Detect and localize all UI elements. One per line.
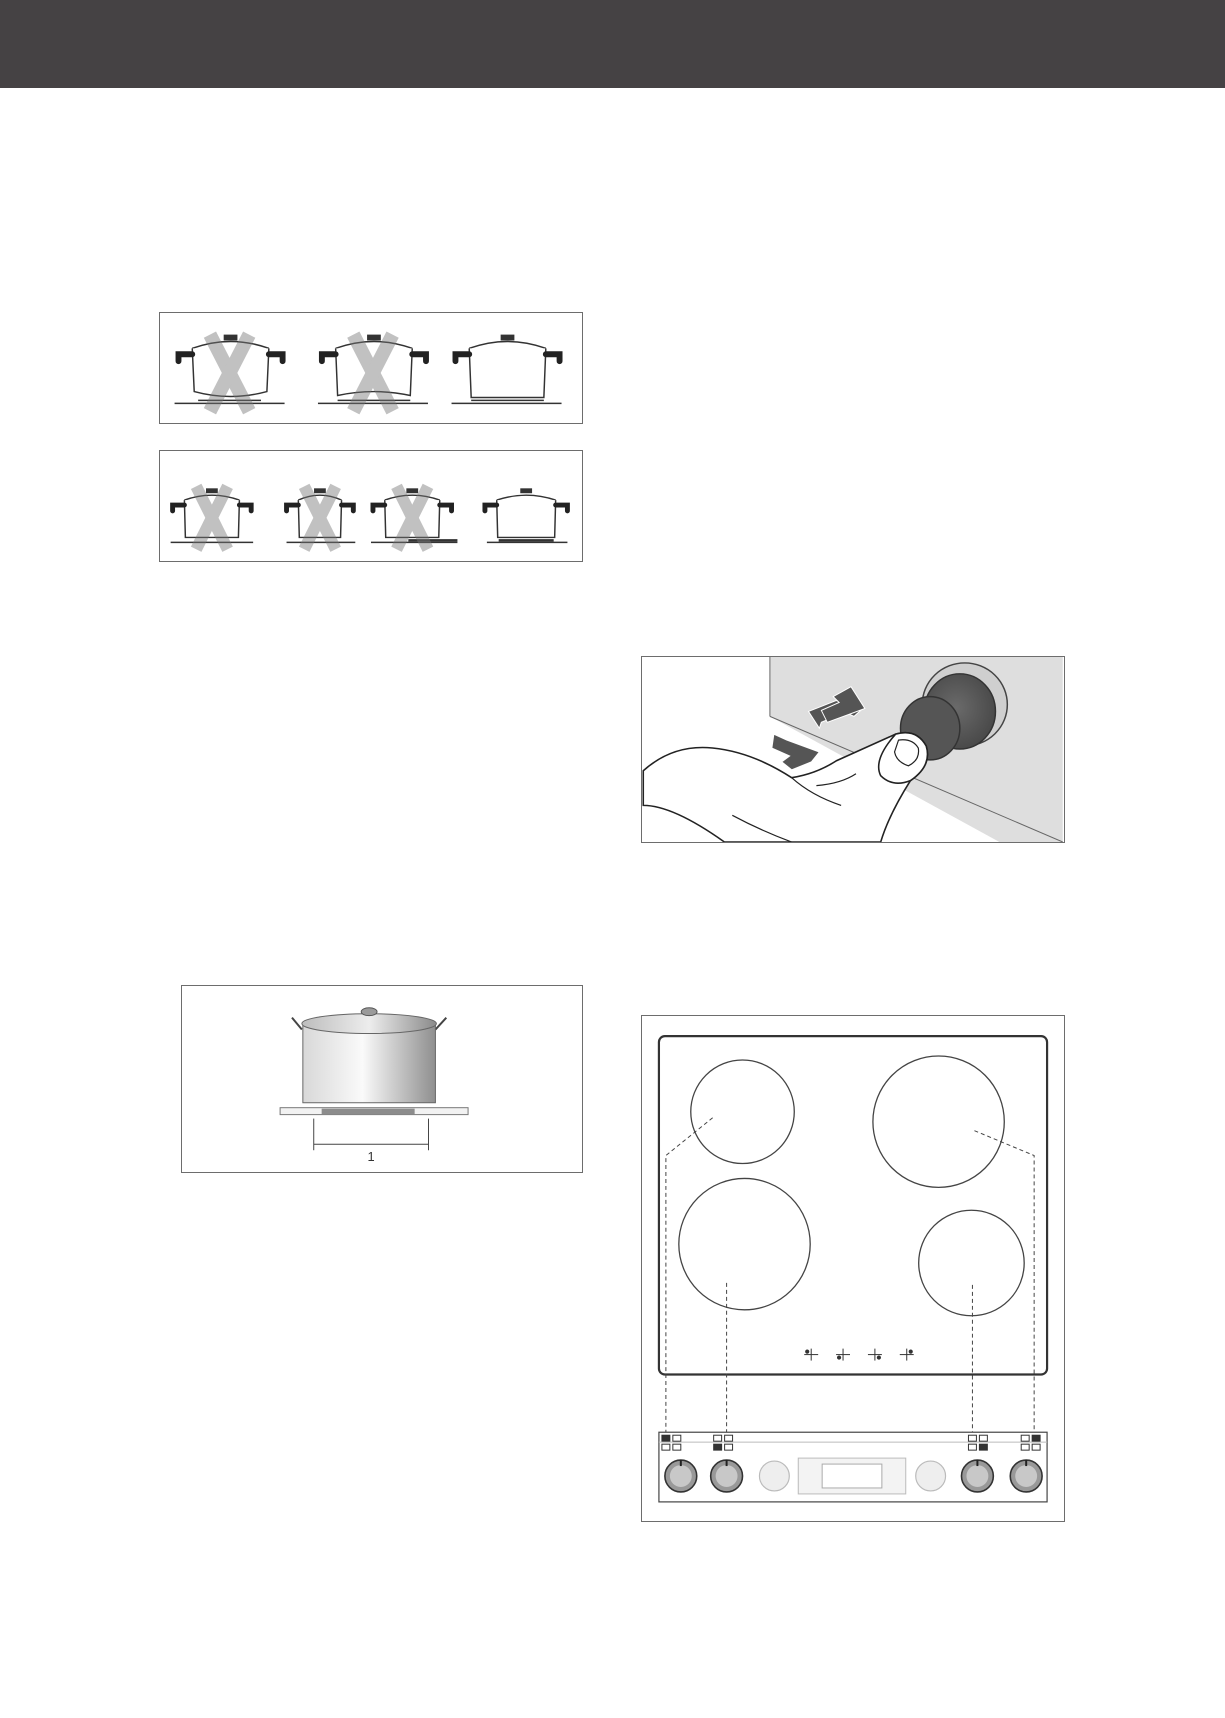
control-knob-rear-right-icon	[1010, 1460, 1042, 1492]
pot-correct-size-icon	[485, 488, 568, 542]
large-pot-icon	[292, 1008, 446, 1103]
header-bar	[0, 0, 1225, 88]
pot-flat-base-icon	[452, 335, 562, 404]
control-knob-rear-left-icon	[665, 1460, 697, 1492]
cooking-zone	[322, 1109, 415, 1115]
control-knob-front-left-icon	[711, 1460, 743, 1492]
dimension-label: 1	[367, 1149, 375, 1165]
oven-display-icon	[798, 1458, 905, 1494]
temperature-knob-icon	[916, 1461, 946, 1491]
control-knob-front-right-icon	[961, 1460, 993, 1492]
pot-diameter-illustration	[181, 985, 583, 1173]
pot-size-illustration	[159, 450, 583, 562]
oven-function-knob-icon	[759, 1461, 789, 1491]
dimension-marker	[314, 1119, 429, 1151]
hob-zones-controls-illustration	[641, 1015, 1065, 1522]
retractable-knob-illustration	[641, 656, 1065, 843]
pot-base-shapes-illustration	[159, 312, 583, 424]
ceramic-hob-surface	[659, 1036, 1047, 1374]
